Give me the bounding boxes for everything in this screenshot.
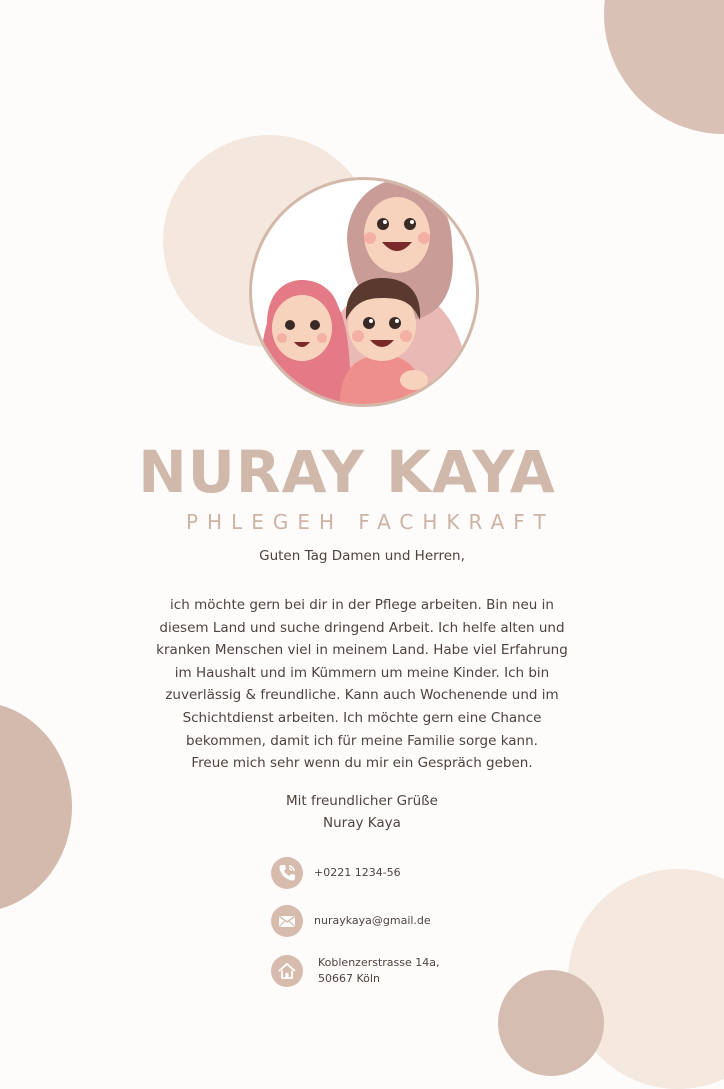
decor-circle-top-right — [604, 0, 724, 134]
decor-circle-bottom-small — [498, 970, 604, 1076]
family-illustration — [252, 180, 476, 404]
phone-number[interactable]: +0221 1234-56 — [314, 866, 401, 879]
address-line-2: 50667 Köln — [318, 972, 380, 985]
home-icon — [271, 955, 303, 987]
letter-line: zuverlässig & freundliche. Kann auch Wochenende und im — [165, 687, 559, 704]
job-title: PHLEGEH FACHKRAFT — [186, 510, 555, 534]
phone-icon — [271, 857, 303, 889]
person-name: NURAY KAYA — [138, 438, 556, 506]
letter-closing: Mit freundlicher Grüße — [286, 793, 438, 809]
letter-signature: Nuray Kaya — [323, 815, 401, 831]
contact-address — [271, 955, 440, 987]
letter-line: Freue mich sehr wenn du mir ein Gespräch geben. — [191, 755, 533, 772]
profile-photo — [249, 177, 479, 407]
email-address[interactable]: nuraykaya@gmail.de — [314, 914, 431, 927]
letter-line: im Haushalt und im Kümmern um meine Kinder. Ich bin — [174, 664, 550, 681]
address-line-1: Koblenzerstrasse 14a, — [318, 956, 440, 969]
letter-line: Schichtdienst arbeiten. Ich möchte gern eine Chance — [182, 709, 542, 726]
address-text — [318, 955, 440, 987]
letter-line: kranken Menschen viel in meinem Land. Habe viel Erfahrung — [156, 642, 568, 659]
letter-closing-block — [0, 790, 724, 834]
mail-icon — [271, 905, 303, 937]
letter-line: ich möchte gern bei dir in der Pflege arbeiten. Bin neu in — [170, 597, 554, 613]
letter-greeting: Guten Tag Damen und Herren, — [259, 548, 465, 564]
letter-line: diesem Land und suche dringend Arbeit. Ich helfe alten und — [159, 619, 565, 636]
contact-email[interactable] — [271, 905, 431, 937]
letter-line: bekommen, damit ich für meine Familie sorge kann. — [186, 732, 538, 749]
letter-body — [150, 594, 574, 775]
contact-phone[interactable] — [271, 857, 401, 889]
